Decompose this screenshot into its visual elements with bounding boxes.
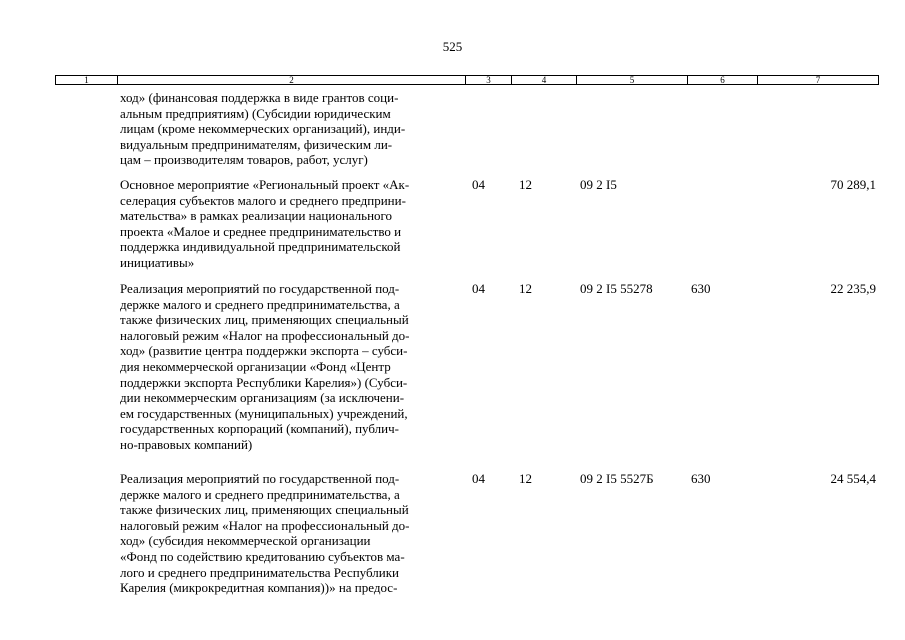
header-col-1: 1 <box>84 75 89 85</box>
row-pr: 12 <box>519 281 532 296</box>
row-vr: 630 <box>691 471 711 486</box>
header-col-3: 3 <box>465 76 511 85</box>
row-csr: 09 2 I5 55278 <box>580 281 653 296</box>
row-rz: 04 <box>472 471 485 486</box>
row-rz: 04 <box>472 177 485 192</box>
row-csr: 09 2 I5 5527Б <box>580 471 654 486</box>
row-pr: 12 <box>519 471 532 486</box>
row-description: ход» (финансовая поддержка в виде грантов соци- альным предприятиям) (Субсидии юридическим лицам (кроме некоммерческих организаций), инди- видуальным предпринимателям, физическим ли- цам – производителям товаров, работ, услуг) <box>120 90 406 168</box>
row-vr: 630 <box>691 281 711 296</box>
header-col-7: 7 <box>757 76 878 85</box>
header-col-2: 2 <box>117 76 465 85</box>
header-col-6: 6 <box>687 76 757 85</box>
page-number: 525 <box>442 39 463 54</box>
row-csr: 09 2 I5 <box>580 177 617 192</box>
table-header <box>55 75 879 85</box>
row-amount: 70 289,1 <box>830 177 876 192</box>
row-description: Реализация мероприятий по государственной под- держке малого и среднего предпринимательства, а также физических лиц, применяющих специальный налоговый режим «Налог на профессиональный до- ход» (субсидия некоммерческой организации «Фонд по содействию кредитованию субъектов ма- лого и среднего предпринимательства Республики Карелия (микрокредитная компания))» на предос- <box>120 471 410 596</box>
row-rz: 04 <box>472 281 485 296</box>
header-col-5: 5 <box>576 76 687 85</box>
row-pr: 12 <box>519 177 532 192</box>
header-col-4: 4 <box>511 76 576 85</box>
row-description: Реализация мероприятий по государственной под- держке малого и среднего предпринимательства, а также физических лиц, применяющих специальный налоговый режим «Налог на профессиональный до- ход» (развитие центра поддержки экспорта – субси- дия некоммерческой организации «Фонд «Центр поддержки экспорта Республики Карелия») (Субси- дии некоммерческим организациям (за исключени- ем государственных (муниципальных) учреждений, государственных корпораций (компаний), публич- но-правовых компаний) <box>120 281 410 452</box>
row-amount: 22 235,9 <box>830 281 876 296</box>
row-amount: 24 554,4 <box>830 471 876 486</box>
row-description: Основное мероприятие «Региональный проект «Ак- селерация субъектов малого и среднего предприни- мательства» в рамках реализации национального проекта «Малое и среднее предпринимательство и поддержка индивидуальной предпринимательской инициативы» <box>120 177 410 270</box>
